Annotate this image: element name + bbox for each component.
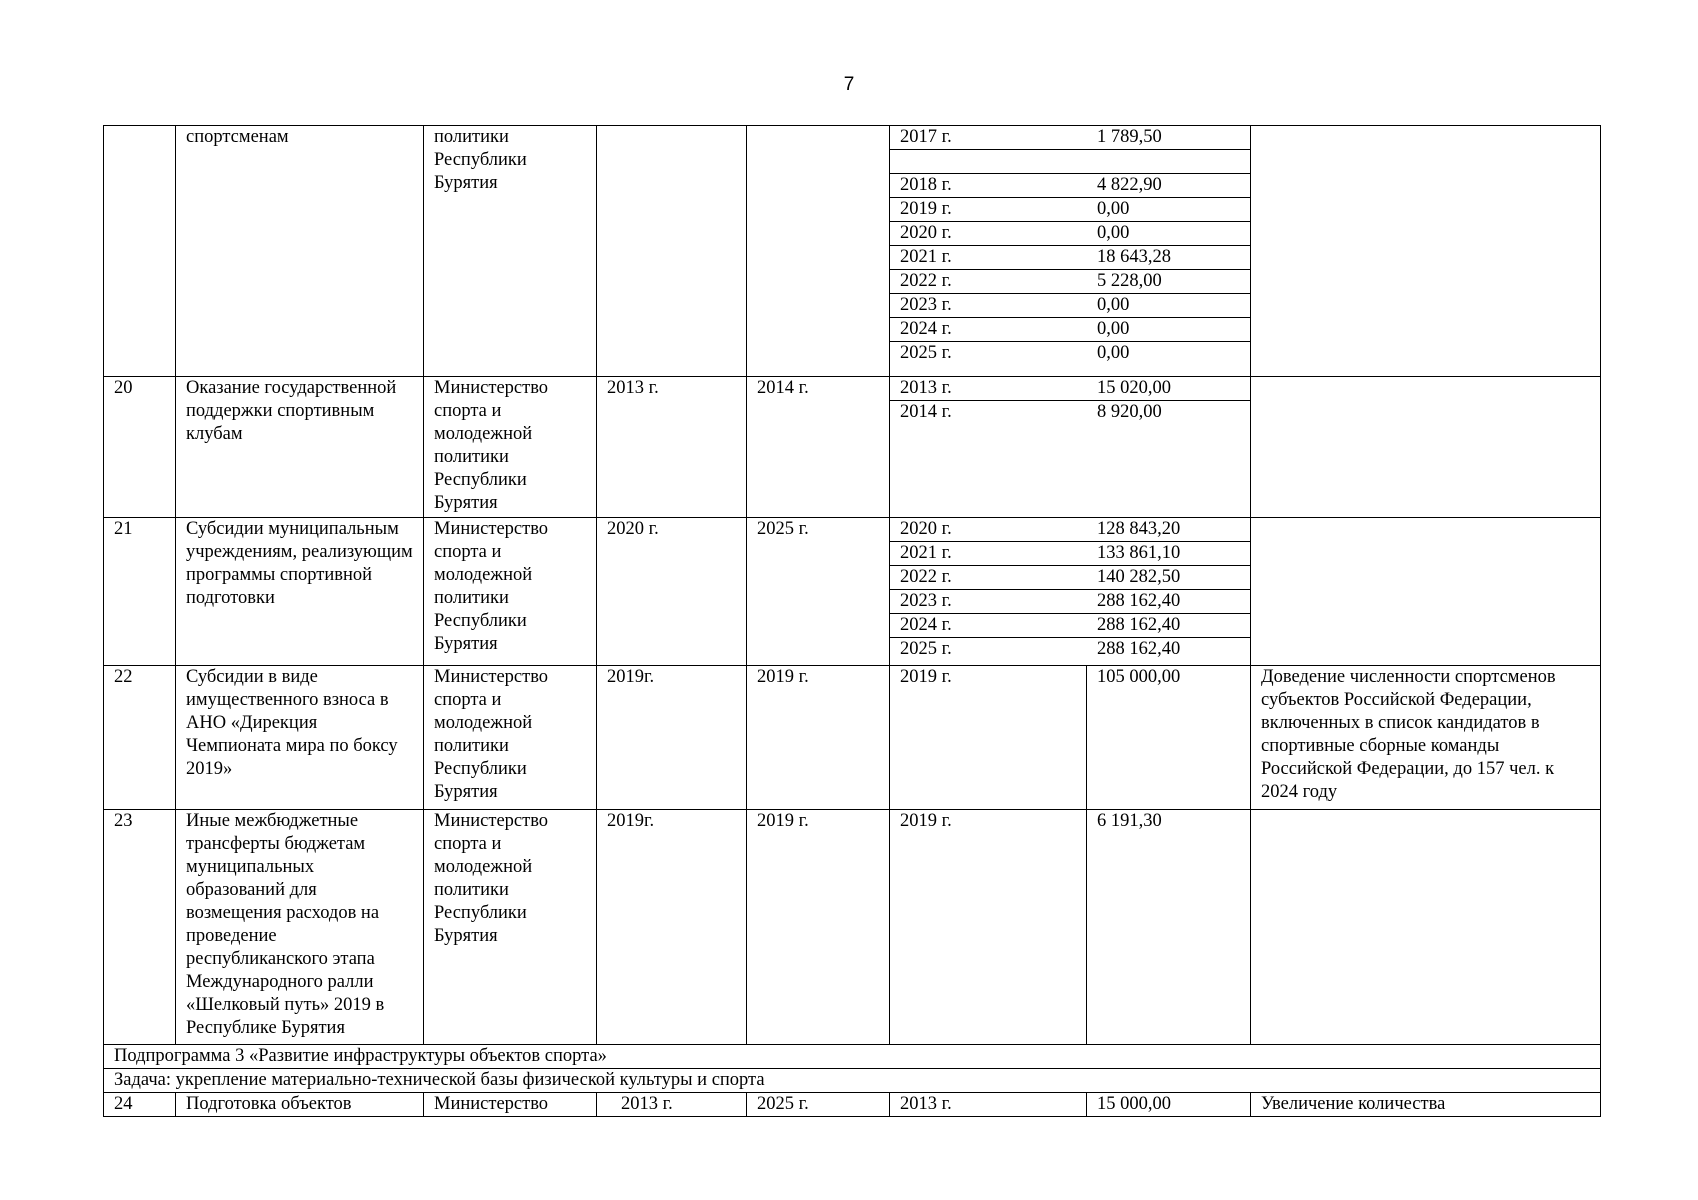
task-title: Задача: укрепление материально-технической базы физической культуры и спорта	[104, 1069, 1601, 1093]
start-year: 2013 г.	[597, 377, 747, 518]
row-number: 22	[104, 666, 176, 810]
subprogram-title: Подпрограмма 3 «Развитие инфраструктуры объектов спорта»	[104, 1045, 1601, 1069]
year-amount-cell	[890, 518, 1251, 666]
year: 2013 г.	[890, 1093, 1087, 1117]
table-row	[104, 518, 1601, 666]
year-amount-list	[890, 126, 1251, 365]
year-amount-row	[890, 638, 1251, 662]
year-amount-row	[890, 150, 1251, 174]
year-amount-row	[890, 566, 1251, 590]
row-number: 21	[104, 518, 176, 666]
subprogram-row	[104, 1045, 1601, 1069]
end-year: 2025 г.	[747, 1093, 890, 1117]
year-amount-row	[890, 246, 1251, 270]
executor: Министерство спорта и молодежной политики Республики Бурятия	[424, 810, 597, 1045]
year: 2020 г.	[890, 518, 1087, 542]
amount: 8 920,00	[1097, 402, 1162, 422]
year-amount-row	[890, 222, 1251, 246]
activity-name: спортсменам	[176, 126, 424, 377]
program-activities-table	[103, 125, 1601, 1117]
end-year	[747, 126, 890, 377]
end-year: 2025 г.	[747, 518, 890, 666]
amount: 0,00	[1087, 294, 1251, 318]
year: 2022 г.	[890, 270, 1087, 294]
year: 2019 г.	[890, 666, 1087, 810]
year: 2021 г.	[890, 246, 1087, 270]
year: 2013 г.	[890, 377, 1087, 401]
row-number: 20	[104, 377, 176, 518]
activity-name: Субсидии в виде имущественного взноса в АНО «Дирекция Чемпионата мира по боксу 2019»	[176, 666, 424, 810]
activity-name: Оказание государственной поддержки спортивным клубам	[176, 377, 424, 518]
year: 2018 г.	[890, 174, 1087, 198]
year-amount-row	[890, 342, 1251, 366]
expected-result: Увеличение количества	[1251, 1093, 1601, 1117]
executor: Министерство спорта и молодежной политики Республики Бурятия	[424, 377, 597, 518]
expected-result	[1251, 518, 1601, 666]
table-row	[104, 1093, 1601, 1117]
year-amount-row	[890, 518, 1251, 542]
year	[890, 150, 1087, 174]
table-row	[104, 377, 1601, 518]
year: 2021 г.	[890, 542, 1087, 566]
year-amount-row	[890, 174, 1251, 198]
start-year: 2019г.	[597, 810, 747, 1045]
year: 2014 г.	[900, 402, 952, 422]
amount: 0,00	[1087, 222, 1251, 246]
year-amount-cell	[890, 126, 1251, 377]
expected-result	[1251, 377, 1601, 518]
year-amount-row	[890, 198, 1251, 222]
year-amount-row	[890, 401, 1251, 425]
year-amount-row	[890, 270, 1251, 294]
end-year: 2019 г.	[747, 666, 890, 810]
task-row	[104, 1069, 1601, 1093]
expected-result: Доведение численности спортсменов субъектов Российской Федерации, включенных в список кандидатов в спортивные сборные команды Российской Федерации, до 157 чел. к 2024 году	[1251, 666, 1601, 810]
amount: 5 228,00	[1087, 270, 1251, 294]
amount: 288 162,40	[1097, 639, 1181, 659]
amount: 0,00	[1087, 198, 1251, 222]
year: 2024 г.	[890, 318, 1087, 342]
amount: 0,00	[1097, 343, 1130, 363]
table-row	[104, 666, 1601, 810]
year: 2022 г.	[890, 566, 1087, 590]
amount: 4 822,90	[1087, 174, 1251, 198]
year-amount-row	[890, 294, 1251, 318]
amount: 288 162,40	[1087, 614, 1251, 638]
year-amount-row	[890, 318, 1251, 342]
year-amount-cell	[890, 377, 1251, 518]
year-amount-row	[890, 542, 1251, 566]
year-amount-row	[890, 126, 1251, 150]
year-amount-row	[890, 614, 1251, 638]
year: 2024 г.	[890, 614, 1087, 638]
amount: 15 000,00	[1087, 1093, 1251, 1117]
year: 2025 г.	[900, 343, 952, 363]
start-year: 2020 г.	[597, 518, 747, 666]
year-amount-list	[890, 518, 1251, 661]
start-year: 2019г.	[597, 666, 747, 810]
year: 2017 г.	[890, 126, 1087, 150]
executor: Министерство	[424, 1093, 597, 1117]
activity-name: Иные межбюджетные трансферты бюджетам муниципальных образований для возмещения расходов на проведение республиканского этапа Международного ралли «Шелковый путь» 2019 в Республике Бурятия	[176, 810, 424, 1045]
amount: 18 643,28	[1087, 246, 1251, 270]
activity-name: Субсидии муниципальным учреждениям, реализующим программы спортивной подготовки	[176, 518, 424, 666]
year-amount-row	[890, 590, 1251, 614]
year: 2019 г.	[890, 810, 1087, 1045]
amount: 140 282,50	[1087, 566, 1251, 590]
activity-name: Подготовка объектов	[176, 1093, 424, 1117]
start-year	[597, 126, 747, 377]
start-year: 2013 г.	[597, 1093, 747, 1117]
amount	[1087, 150, 1251, 174]
amount: 1 789,50	[1087, 126, 1251, 150]
page-number: 7	[843, 74, 855, 95]
executor: политики Республики Бурятия	[424, 126, 597, 377]
amount: 6 191,30	[1087, 810, 1251, 1045]
year-amount-list	[890, 377, 1251, 424]
amount: 15 020,00	[1087, 377, 1251, 401]
amount: 133 861,10	[1087, 542, 1251, 566]
table-row	[104, 126, 1601, 377]
amount: 105 000,00	[1087, 666, 1251, 810]
end-year: 2019 г.	[747, 810, 890, 1045]
row-number: 24	[104, 1093, 176, 1117]
year: 2020 г.	[890, 222, 1087, 246]
row-number	[104, 126, 176, 377]
expected-result	[1251, 810, 1601, 1045]
year-amount-row	[890, 377, 1251, 401]
year: 2019 г.	[890, 198, 1087, 222]
end-year: 2014 г.	[747, 377, 890, 518]
expected-result	[1251, 126, 1601, 377]
table-row	[104, 810, 1601, 1045]
amount: 0,00	[1087, 318, 1251, 342]
amount: 288 162,40	[1087, 590, 1251, 614]
year: 2023 г.	[890, 590, 1087, 614]
row-number: 23	[104, 810, 176, 1045]
amount: 128 843,20	[1087, 518, 1251, 542]
year: 2025 г.	[900, 639, 952, 659]
executor: Министерство спорта и молодежной политики Республики Бурятия	[424, 518, 597, 666]
executor: Министерство спорта и молодежной политики Республики Бурятия	[424, 666, 597, 810]
year: 2023 г.	[890, 294, 1087, 318]
